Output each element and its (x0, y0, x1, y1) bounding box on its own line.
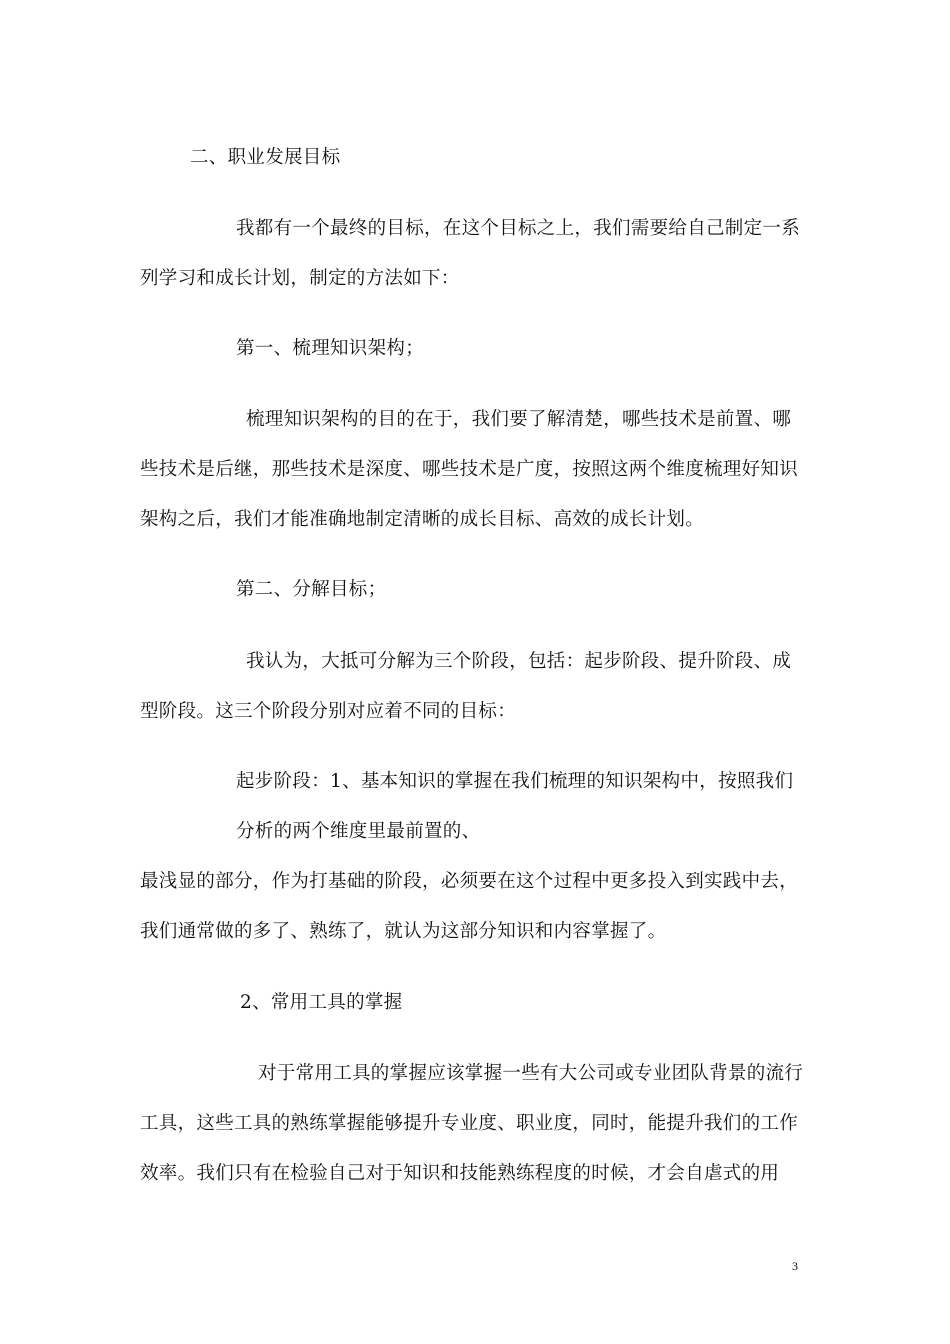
step1-line-3: 架构之后，我们才能准确地制定清晰的成长目标、高效的成长计划。 (140, 509, 705, 530)
tools-title: 2、常用工具的掌握 (240, 992, 403, 1013)
step1-line-1: 梳理知识架构的目的在于，我们要了解清楚，哪些技术是前置、哪 (246, 409, 792, 430)
step2-title: 第二、分解目标； (236, 579, 387, 600)
stage-line-4: 我们通常做的多了、熟练了，就认为这部分知识和内容掌握了。 (140, 921, 667, 942)
step2-line-2: 型阶段。这三个阶段分别对应着不同的目标： (140, 701, 517, 722)
stage-line-3: 最浅显的部分，作为打基础的阶段，必须要在这个过程中更多投入到实践中去， (140, 871, 799, 892)
tools-line-3: 效率。我们只有在检验自己对于知识和技能熟练程度的时候，才会自虐式的用 (140, 1163, 780, 1184)
tools-line-2: 工具，这些工具的熟练掌握能够提升专业度、职业度，同时，能提升我们的工作 (140, 1113, 799, 1134)
step1-title: 第一、梳理知识架构； (236, 338, 425, 359)
step1-line-2: 些技术是后继，那些技术是深度、哪些技术是广度，按照这两个维度梳理好知识 (140, 459, 799, 480)
stage-line-2: 分析的两个维度里最前置的、 (236, 821, 481, 842)
intro-line-1: 我都有一个最终的目标，在这个目标之上，我们需要给自己制定一系 (236, 218, 801, 239)
step2-line-1: 我认为，大抵可分解为三个阶段，包括：起步阶段、提升阶段、成 (246, 651, 792, 672)
intro-line-2: 列学习和成长计划，制定的方法如下： (140, 268, 460, 289)
page-number: 3 (792, 1259, 798, 1273)
stage-line-1: 起步阶段：1、基本知识的掌握在我们梳理的知识架构中，按照我们 (236, 771, 794, 792)
section-heading: 二、职业发展目标 (190, 147, 341, 168)
tools-line-1: 对于常用工具的掌握应该掌握一些有大公司或专业团队背景的流行 (258, 1063, 804, 1084)
